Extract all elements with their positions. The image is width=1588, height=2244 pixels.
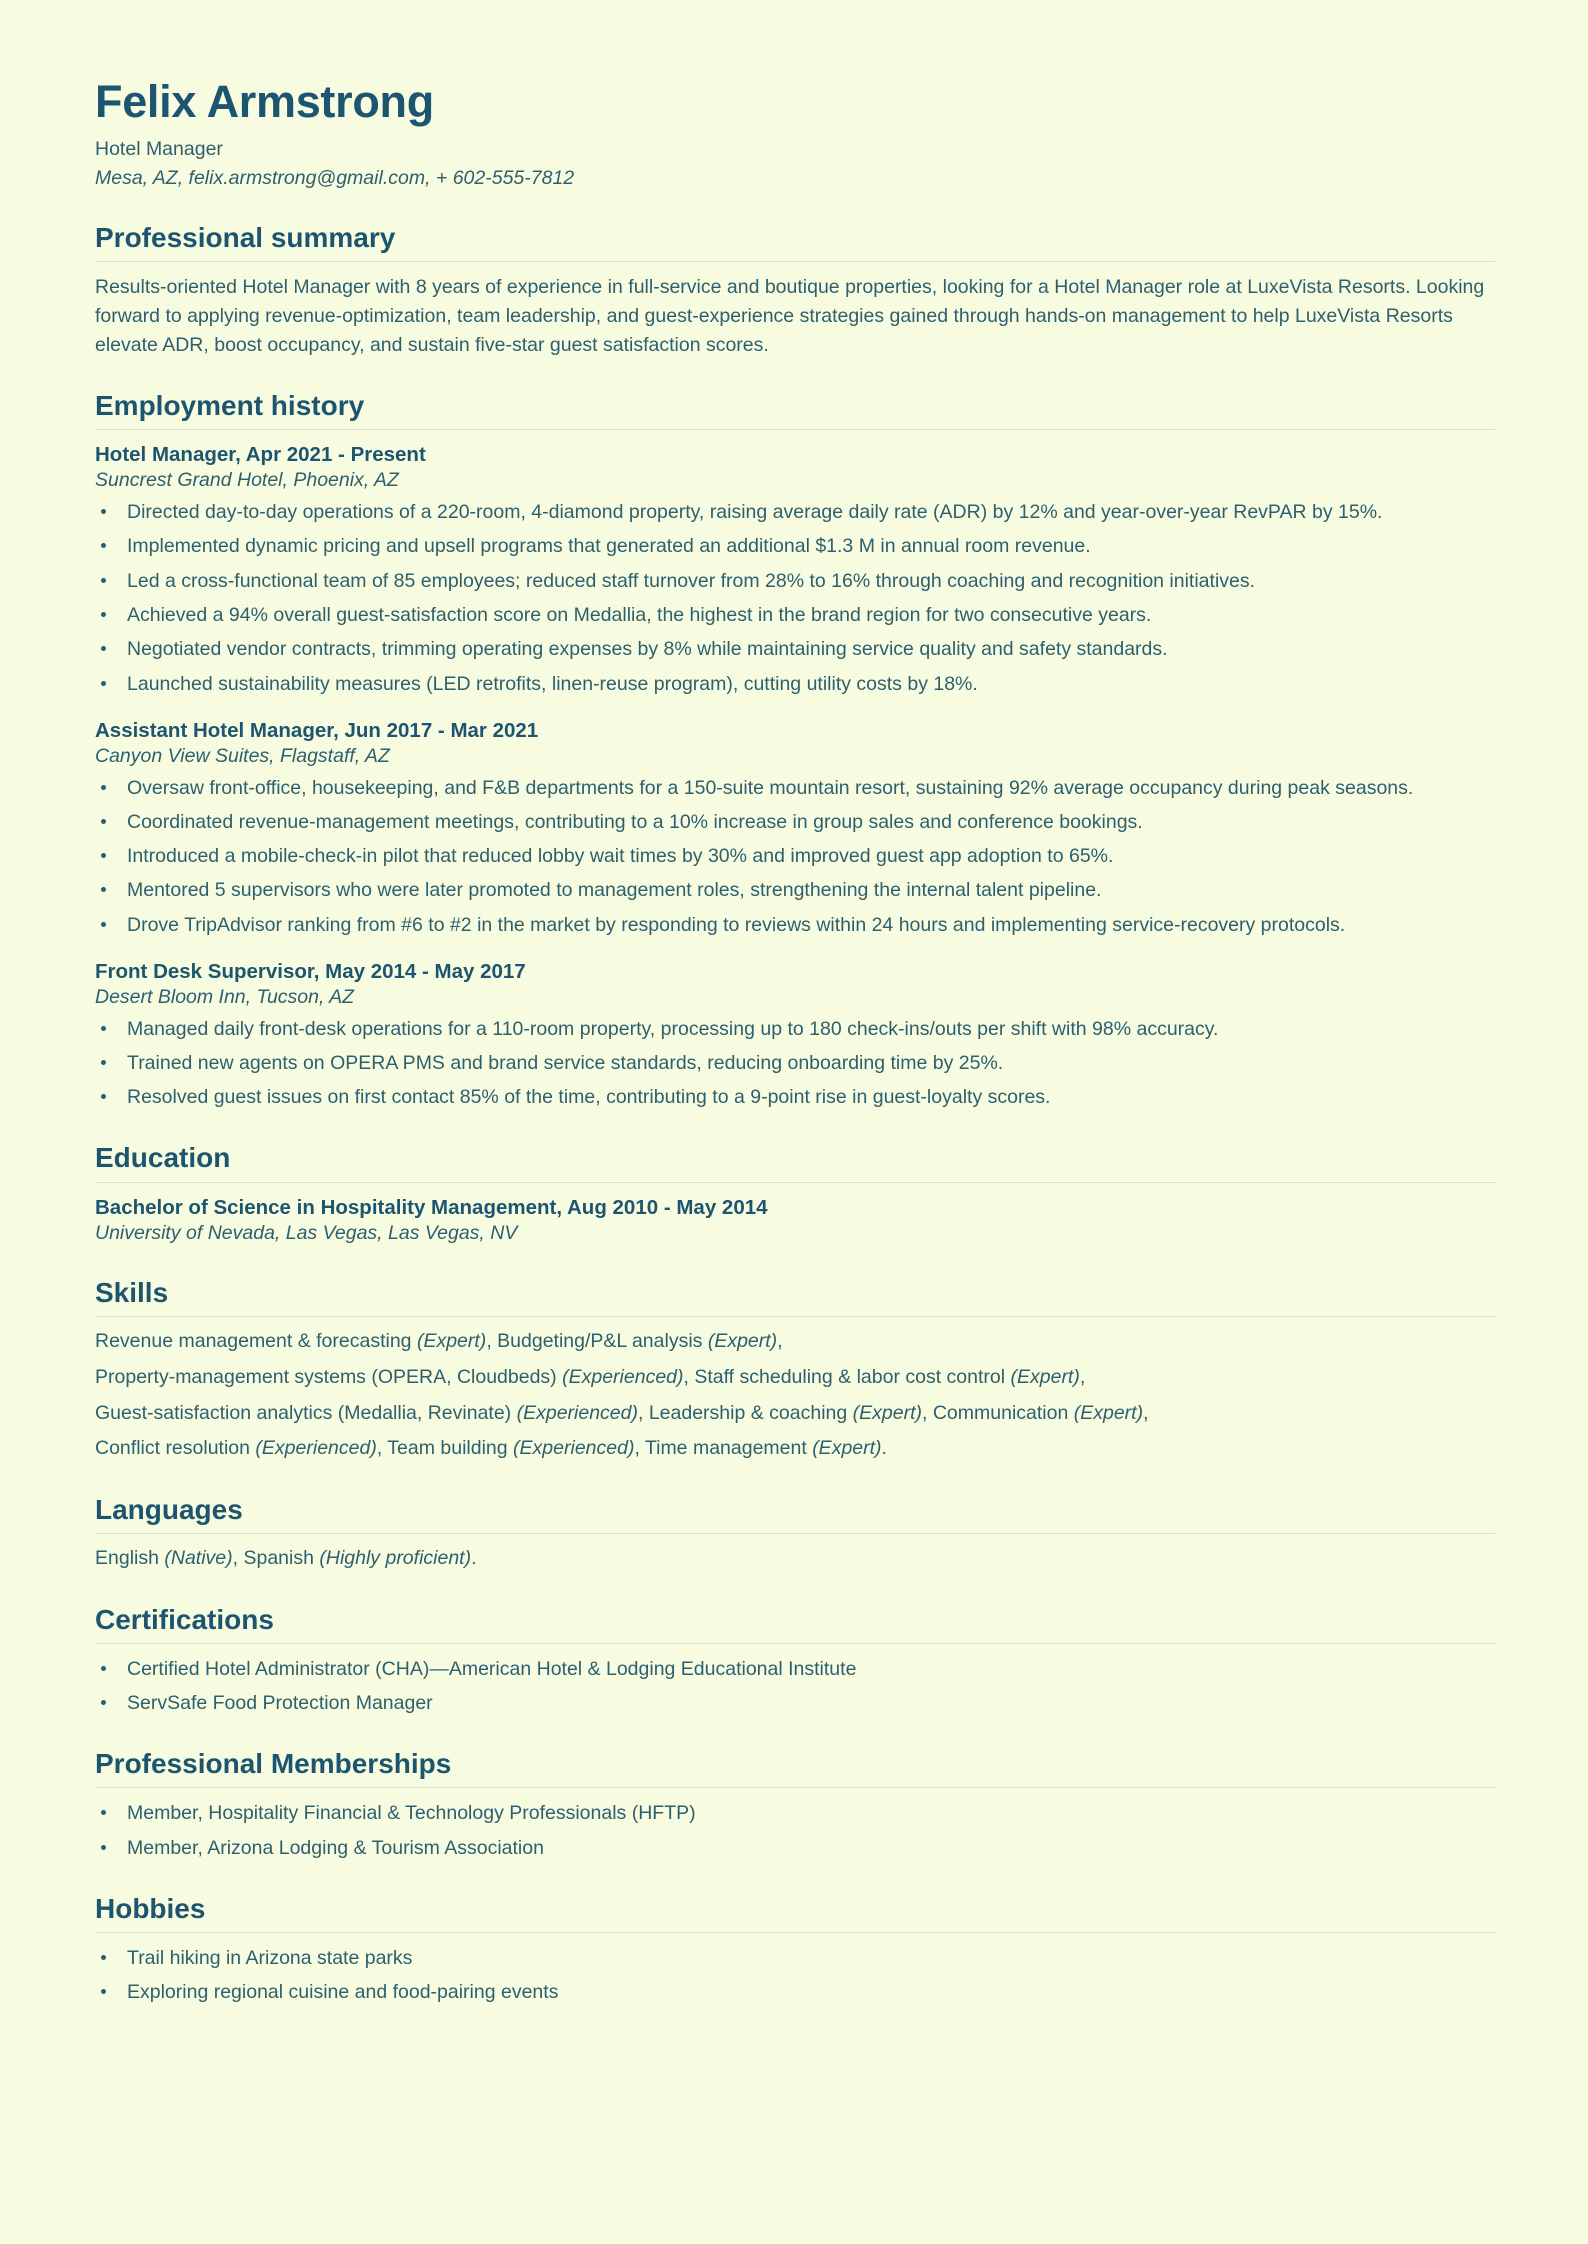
section-title-employment-history: Employment history xyxy=(95,390,365,422)
skill-name-level: (Expert) xyxy=(707,1330,778,1353)
separator: , xyxy=(376,1437,388,1460)
section-divider xyxy=(95,429,1495,430)
separator: , xyxy=(683,1366,695,1388)
skill-name-level: (Expert) xyxy=(812,1437,882,1460)
employment-entry-list xyxy=(95,441,1496,1111)
employment-bullet: Oversaw front-office, housekeeping, and F&B departments for a 150-suite mountain resort, sustaining 92% average occupancy during peak seasons. xyxy=(95,774,1496,802)
section-divider xyxy=(95,1787,1495,1788)
employment-bullet: Introduced a mobile-check-in pilot that reduced lobby wait times by 30% and improved guest app adoption to 65%. xyxy=(95,842,1496,870)
separator: . xyxy=(881,1437,887,1460)
employment-bullet: Managed daily front-desk operations for a 110-room property, processing up to 180 check-ins/outs per shift with 98% accuracy. xyxy=(95,1015,1496,1043)
resume-header xyxy=(95,78,1496,191)
section-languages xyxy=(95,1493,1496,1573)
skill-name-level: (Expert) xyxy=(416,1330,487,1353)
employment-entry xyxy=(95,717,1496,939)
section-education xyxy=(95,1141,1496,1246)
certification-item: Certified Hotel Administrator (CHA)—American Hotel & Lodging Educational Institute xyxy=(95,1655,1496,1683)
employment-bullet-list xyxy=(95,498,1496,698)
section-professional-memberships xyxy=(95,1747,1496,1862)
employment-bullet: Implemented dynamic pricing and upsell programs that generated an additional $1.3 M in annual room revenue. xyxy=(95,532,1496,560)
employment-bullet: Trained new agents on OPERA PMS and brand service standards, reducing onboarding time by 25%. xyxy=(95,1049,1496,1077)
section-divider xyxy=(95,1533,1495,1534)
section-title-languages: Languages xyxy=(95,1494,243,1526)
section-divider xyxy=(95,261,1495,262)
section-skills xyxy=(95,1276,1496,1463)
separator: , xyxy=(1143,1401,1149,1424)
employment-bullet-list xyxy=(95,1015,1496,1112)
hobby-item: Trail hiking in Arizona state parks xyxy=(95,1944,1496,1972)
section-divider xyxy=(95,1643,1495,1644)
hobbies-list xyxy=(95,1944,1496,2007)
employment-entry-title: Hotel Manager, Apr 2021 - Present xyxy=(95,443,426,467)
separator: , xyxy=(777,1330,783,1353)
employment-bullet: Coordinated revenue-management meetings, contributing to a 10% increase in group sales and conference bookings. xyxy=(95,808,1496,836)
employment-bullet: Resolved guest issues on first contact 85% of the time, contributing to a 9-point rise in guest-loyalty scores. xyxy=(95,1083,1496,1111)
skills-list xyxy=(95,1328,1496,1463)
section-divider xyxy=(95,1316,1495,1317)
separator: , xyxy=(232,1547,244,1570)
employment-entry-company: Suncrest Grand Hotel, Phoenix, AZ xyxy=(95,469,399,492)
professional-summary-text: Results-oriented Hotel Manager with 8 years of experience in full-service and boutique properties, looking for a Hotel Manager role at LuxeVista Resorts. Looking forward to applying revenue-optimization, team leadership, and guest-experience strategies gained through hands-on management to help LuxeVista Resorts elevate ADR, boost occupancy, and sustain five-star guest satisfaction scores. xyxy=(95,276,1485,356)
section-title-professional-summary: Professional summary xyxy=(95,222,396,254)
separator: , xyxy=(637,1401,649,1424)
skill-name: Time management xyxy=(644,1437,813,1460)
skill-name-level: (Experienced) xyxy=(562,1366,684,1388)
separator: , xyxy=(922,1401,933,1424)
certification-item: ServSafe Food Protection Manager xyxy=(95,1689,1496,1717)
skills-line xyxy=(95,1435,1495,1463)
education-degree: Bachelor of Science in Hospitality Management, Aug 2010 - May 2014 xyxy=(95,1195,768,1219)
hobby-item: Exploring regional cuisine and food-pairing events xyxy=(95,1978,1496,2006)
education-institution: University of Nevada, Las Vegas, Las Vegas, NV xyxy=(95,1221,518,1244)
section-divider xyxy=(95,1182,1495,1183)
section-title-professional-memberships: Professional Memberships xyxy=(95,1748,452,1780)
language-name: Spanish xyxy=(243,1547,320,1570)
languages-line xyxy=(95,1545,1495,1573)
candidate-job-title: Hotel Manager xyxy=(95,137,223,160)
skill-name: Guest-satisfaction analytics (Medallia, Revinate) xyxy=(95,1401,517,1424)
languages-list xyxy=(95,1545,1496,1573)
employment-entry-company: Canyon View Suites, Flagstaff, AZ xyxy=(95,744,390,767)
employment-entry-company: Desert Bloom Inn, Tucson, AZ xyxy=(95,985,355,1008)
membership-item: Member, Hospitality Financial & Technology Professionals (HFTP) xyxy=(95,1799,1496,1827)
employment-bullet-list xyxy=(95,774,1496,939)
candidate-name: Felix Armstrong xyxy=(95,76,434,127)
section-title-hobbies: Hobbies xyxy=(95,1892,206,1924)
skill-name: Conflict resolution xyxy=(95,1437,256,1460)
education-entry xyxy=(95,1194,1496,1247)
section-employment-history xyxy=(95,389,1496,1111)
section-title-certifications: Certifications xyxy=(95,1603,274,1635)
language-name-level: (Highly proficient) xyxy=(319,1547,472,1570)
section-title-education: Education xyxy=(95,1142,231,1174)
section-professional-summary xyxy=(95,221,1496,359)
separator: . xyxy=(471,1547,477,1570)
employment-entry xyxy=(95,958,1496,1112)
employment-bullet: Directed day-to-day operations of a 220-room, 4-diamond property, raising average daily rate (ADR) by 12% and year-over-year RevPAR by 15%. xyxy=(95,498,1496,526)
employment-bullet: Launched sustainability measures (LED retrofits, linen-reuse program), cutting utility costs by 18%. xyxy=(95,670,1496,698)
skill-name-level: (Experienced) xyxy=(255,1437,377,1460)
section-certifications xyxy=(95,1603,1496,1718)
membership-item: Member, Arizona Lodging & Tourism Association xyxy=(95,1834,1496,1862)
skills-line xyxy=(95,1328,1495,1356)
skill-name: Communication xyxy=(932,1401,1074,1424)
employment-bullet: Negotiated vendor contracts, trimming operating expenses by 8% while maintaining service quality and safety standards. xyxy=(95,635,1496,663)
language-name: English xyxy=(95,1547,165,1570)
certifications-list xyxy=(95,1655,1496,1718)
separator: , xyxy=(634,1437,645,1460)
skill-name: Budgeting/P&L analysis xyxy=(497,1330,708,1353)
section-divider xyxy=(95,1932,1495,1933)
employment-bullet: Led a cross-functional team of 85 employees; reduced staff turnover from 28% to 16% through coaching and recognition initiatives. xyxy=(95,567,1496,595)
skill-name: Revenue management & forecasting xyxy=(95,1330,417,1353)
skill-name-level: (Expert) xyxy=(1010,1366,1080,1388)
employment-entry-title: Assistant Hotel Manager, Jun 2017 - Mar 2021 xyxy=(95,718,539,742)
skill-name-level: (Expert) xyxy=(852,1401,922,1424)
employment-entry xyxy=(95,441,1496,697)
skills-line xyxy=(95,1400,1495,1428)
section-hobbies xyxy=(95,1892,1496,2007)
skill-name-level: (Experienced) xyxy=(513,1437,635,1460)
skills-line xyxy=(95,1364,1495,1392)
employment-bullet: Drove TripAdvisor ranking from #6 to #2 in the market by responding to reviews within 24 hours and implementing service-recovery protocols. xyxy=(95,911,1496,939)
memberships-list xyxy=(95,1799,1496,1862)
separator: , xyxy=(486,1330,498,1353)
employment-bullet: Achieved a 94% overall guest-satisfaction score on Medallia, the highest in the brand region for two consecutive years. xyxy=(95,601,1496,629)
employment-bullet: Mentored 5 supervisors who were later promoted to management roles, strengthening the internal talent pipeline. xyxy=(95,876,1496,904)
candidate-contact-line: Mesa, AZ, felix.armstrong@gmail.com, + 602-555-7812 xyxy=(95,167,575,190)
employment-entry-title: Front Desk Supervisor, May 2014 - May 2017 xyxy=(95,959,526,983)
section-title-skills: Skills xyxy=(95,1277,169,1309)
skill-name: Leadership & coaching xyxy=(648,1401,853,1424)
separator: , xyxy=(1079,1366,1086,1388)
skill-name: Property-management systems (OPERA, Cloudbeds) xyxy=(95,1366,563,1388)
skill-name-level: (Experienced) xyxy=(516,1401,638,1424)
skill-name-level: (Expert) xyxy=(1073,1401,1144,1424)
language-name-level: (Native) xyxy=(164,1547,233,1570)
skill-name: Team building xyxy=(387,1437,514,1460)
skill-name: Staff scheduling & labor cost control xyxy=(694,1366,1011,1388)
